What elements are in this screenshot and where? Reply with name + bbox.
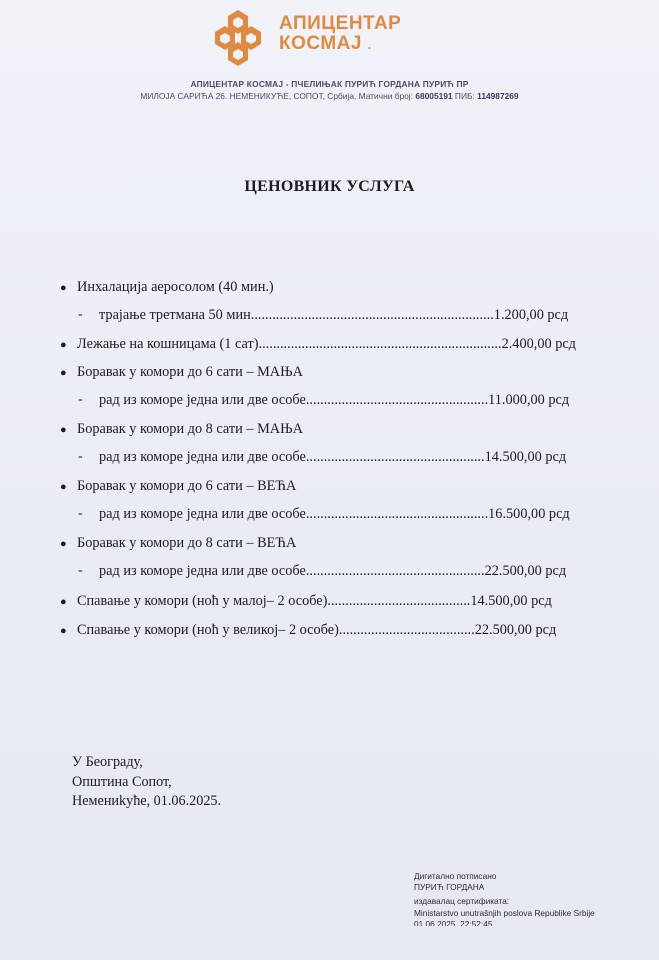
dash-marker: - bbox=[78, 449, 83, 464]
signature-issuer: Ministarstvo unutrašnjih poslova Republike Srbije bbox=[414, 908, 595, 918]
bullet-icon: ● bbox=[60, 339, 67, 351]
bullet-icon: ● bbox=[60, 282, 67, 294]
dash-marker: - bbox=[78, 392, 83, 407]
leader-dots: ........................................ bbox=[327, 593, 471, 609]
page-title: ЦЕНОВНИК УСЛУГА bbox=[244, 178, 415, 195]
bullet-icon: ● bbox=[60, 367, 67, 379]
item-label: рад из коморе једна или две особе bbox=[99, 392, 306, 408]
price-list-item bbox=[77, 593, 552, 610]
item-price: 11.000,00 рсд bbox=[488, 392, 570, 408]
price-list-subitem bbox=[99, 563, 566, 580]
item-label: рад из коморе једна или две особе bbox=[99, 563, 306, 579]
item-label: Боравак у комори до 6 сати – ВЕЋА bbox=[77, 478, 297, 494]
price-list-subitem bbox=[99, 307, 568, 324]
bullet-icon: ● bbox=[60, 538, 67, 550]
dash-marker: - bbox=[78, 506, 83, 521]
leader-dots: .................................................................... bbox=[250, 307, 494, 323]
leader-dots: ................................................... bbox=[305, 392, 489, 408]
signature-line-1: Дигитално потписано bbox=[414, 871, 497, 881]
price-list-subitem bbox=[99, 392, 569, 409]
bullet-icon: ● bbox=[60, 596, 67, 608]
dash-marker: - bbox=[78, 307, 83, 322]
place-date-line: Немениkуће, 01.06.2025. bbox=[72, 793, 222, 809]
item-label: трајање третмана 50 мин bbox=[99, 307, 251, 323]
item-label: Инхалација аеросолом (40 мин.) bbox=[77, 279, 274, 295]
brand-line-2: КОСМАЈ bbox=[279, 33, 362, 54]
price-list-item bbox=[77, 279, 274, 296]
place-line-1: У Београду, bbox=[72, 754, 143, 770]
bullet-icon: ● bbox=[60, 625, 67, 637]
honeycomb-logo-icon bbox=[208, 8, 268, 66]
pib-label: ПИБ: bbox=[454, 91, 475, 101]
price-list-subitem bbox=[99, 449, 566, 466]
pib-number: 114987269 bbox=[477, 91, 519, 101]
item-price: 1.200,00 рсд bbox=[493, 307, 569, 323]
item-label: Боравак у комори до 8 сати – МАЊА bbox=[77, 421, 303, 437]
signature-name: ПУРИЋ ГОРДАНА bbox=[414, 882, 485, 892]
item-label: Боравак у комори до 6 сати – МАЊА bbox=[77, 364, 303, 380]
registration-number: 68005191 bbox=[415, 91, 453, 101]
leader-dots: .................................................................... bbox=[258, 336, 502, 352]
item-price: 2.400,00 рсд bbox=[501, 336, 576, 352]
item-label: Боравак у комори до 8 сати – ВЕЋА bbox=[77, 535, 297, 551]
leader-dots: ................................................... bbox=[305, 506, 489, 522]
dash-marker: - bbox=[78, 563, 83, 578]
price-list-item bbox=[77, 478, 296, 495]
place-line-2: Општина Сопот, bbox=[72, 774, 172, 790]
price-list-subitem bbox=[99, 506, 570, 523]
signature-timestamp: 01.06.2025. 22:52:45 bbox=[414, 919, 493, 926]
price-list-item bbox=[77, 535, 296, 552]
item-price: 22.500,00 рсд bbox=[474, 622, 557, 638]
item-label: рад из коморе једна или две особе bbox=[99, 506, 306, 522]
company-line: АПИЦЕНТАР КОСМАЈ - ПЧЕЛИЊАК ПУРИЋ ГОРДАНА ПУРИЋ ПР bbox=[190, 79, 469, 89]
item-label: рад из коморе једна или две особе bbox=[99, 449, 306, 465]
price-list-item bbox=[77, 622, 556, 639]
item-label: Спавање у комори (ноћ у малој– 2 особе) bbox=[77, 593, 328, 609]
item-price: 14.500,00 рсд bbox=[484, 449, 567, 465]
item-price: 14.500,00 рсд bbox=[470, 593, 552, 609]
brand-name: АПИЦЕНТАР КОСМАЈ . bbox=[279, 13, 402, 54]
item-price: 22.500,00 рсд bbox=[484, 563, 567, 579]
bullet-icon: ● bbox=[60, 424, 67, 436]
price-list-item bbox=[77, 364, 303, 381]
bullet-icon: ● bbox=[60, 481, 67, 493]
leader-dots: ...................................... bbox=[338, 622, 475, 638]
brand-line-1: АПИЦЕНТАР bbox=[279, 13, 402, 34]
address-line bbox=[0, 91, 659, 101]
leader-dots: .................................................. bbox=[305, 563, 485, 579]
leader-dots: .................................................. bbox=[305, 449, 485, 465]
item-label: Спавање у комори (ноћ у великој– 2 особе) bbox=[77, 622, 339, 638]
price-list-item bbox=[77, 421, 303, 438]
price-list-item bbox=[77, 336, 576, 353]
item-label: Лежање на кошницама (1 сат) bbox=[77, 336, 259, 352]
item-price: 16.500,00 рсд bbox=[488, 506, 570, 522]
signature-line-3: издавалац сертификата: bbox=[414, 896, 510, 906]
address-text: МИЛОЈА САРИЋА 26. НЕМЕНИКУЋЕ, СОПОТ, Србија, Матични број: bbox=[140, 91, 413, 101]
